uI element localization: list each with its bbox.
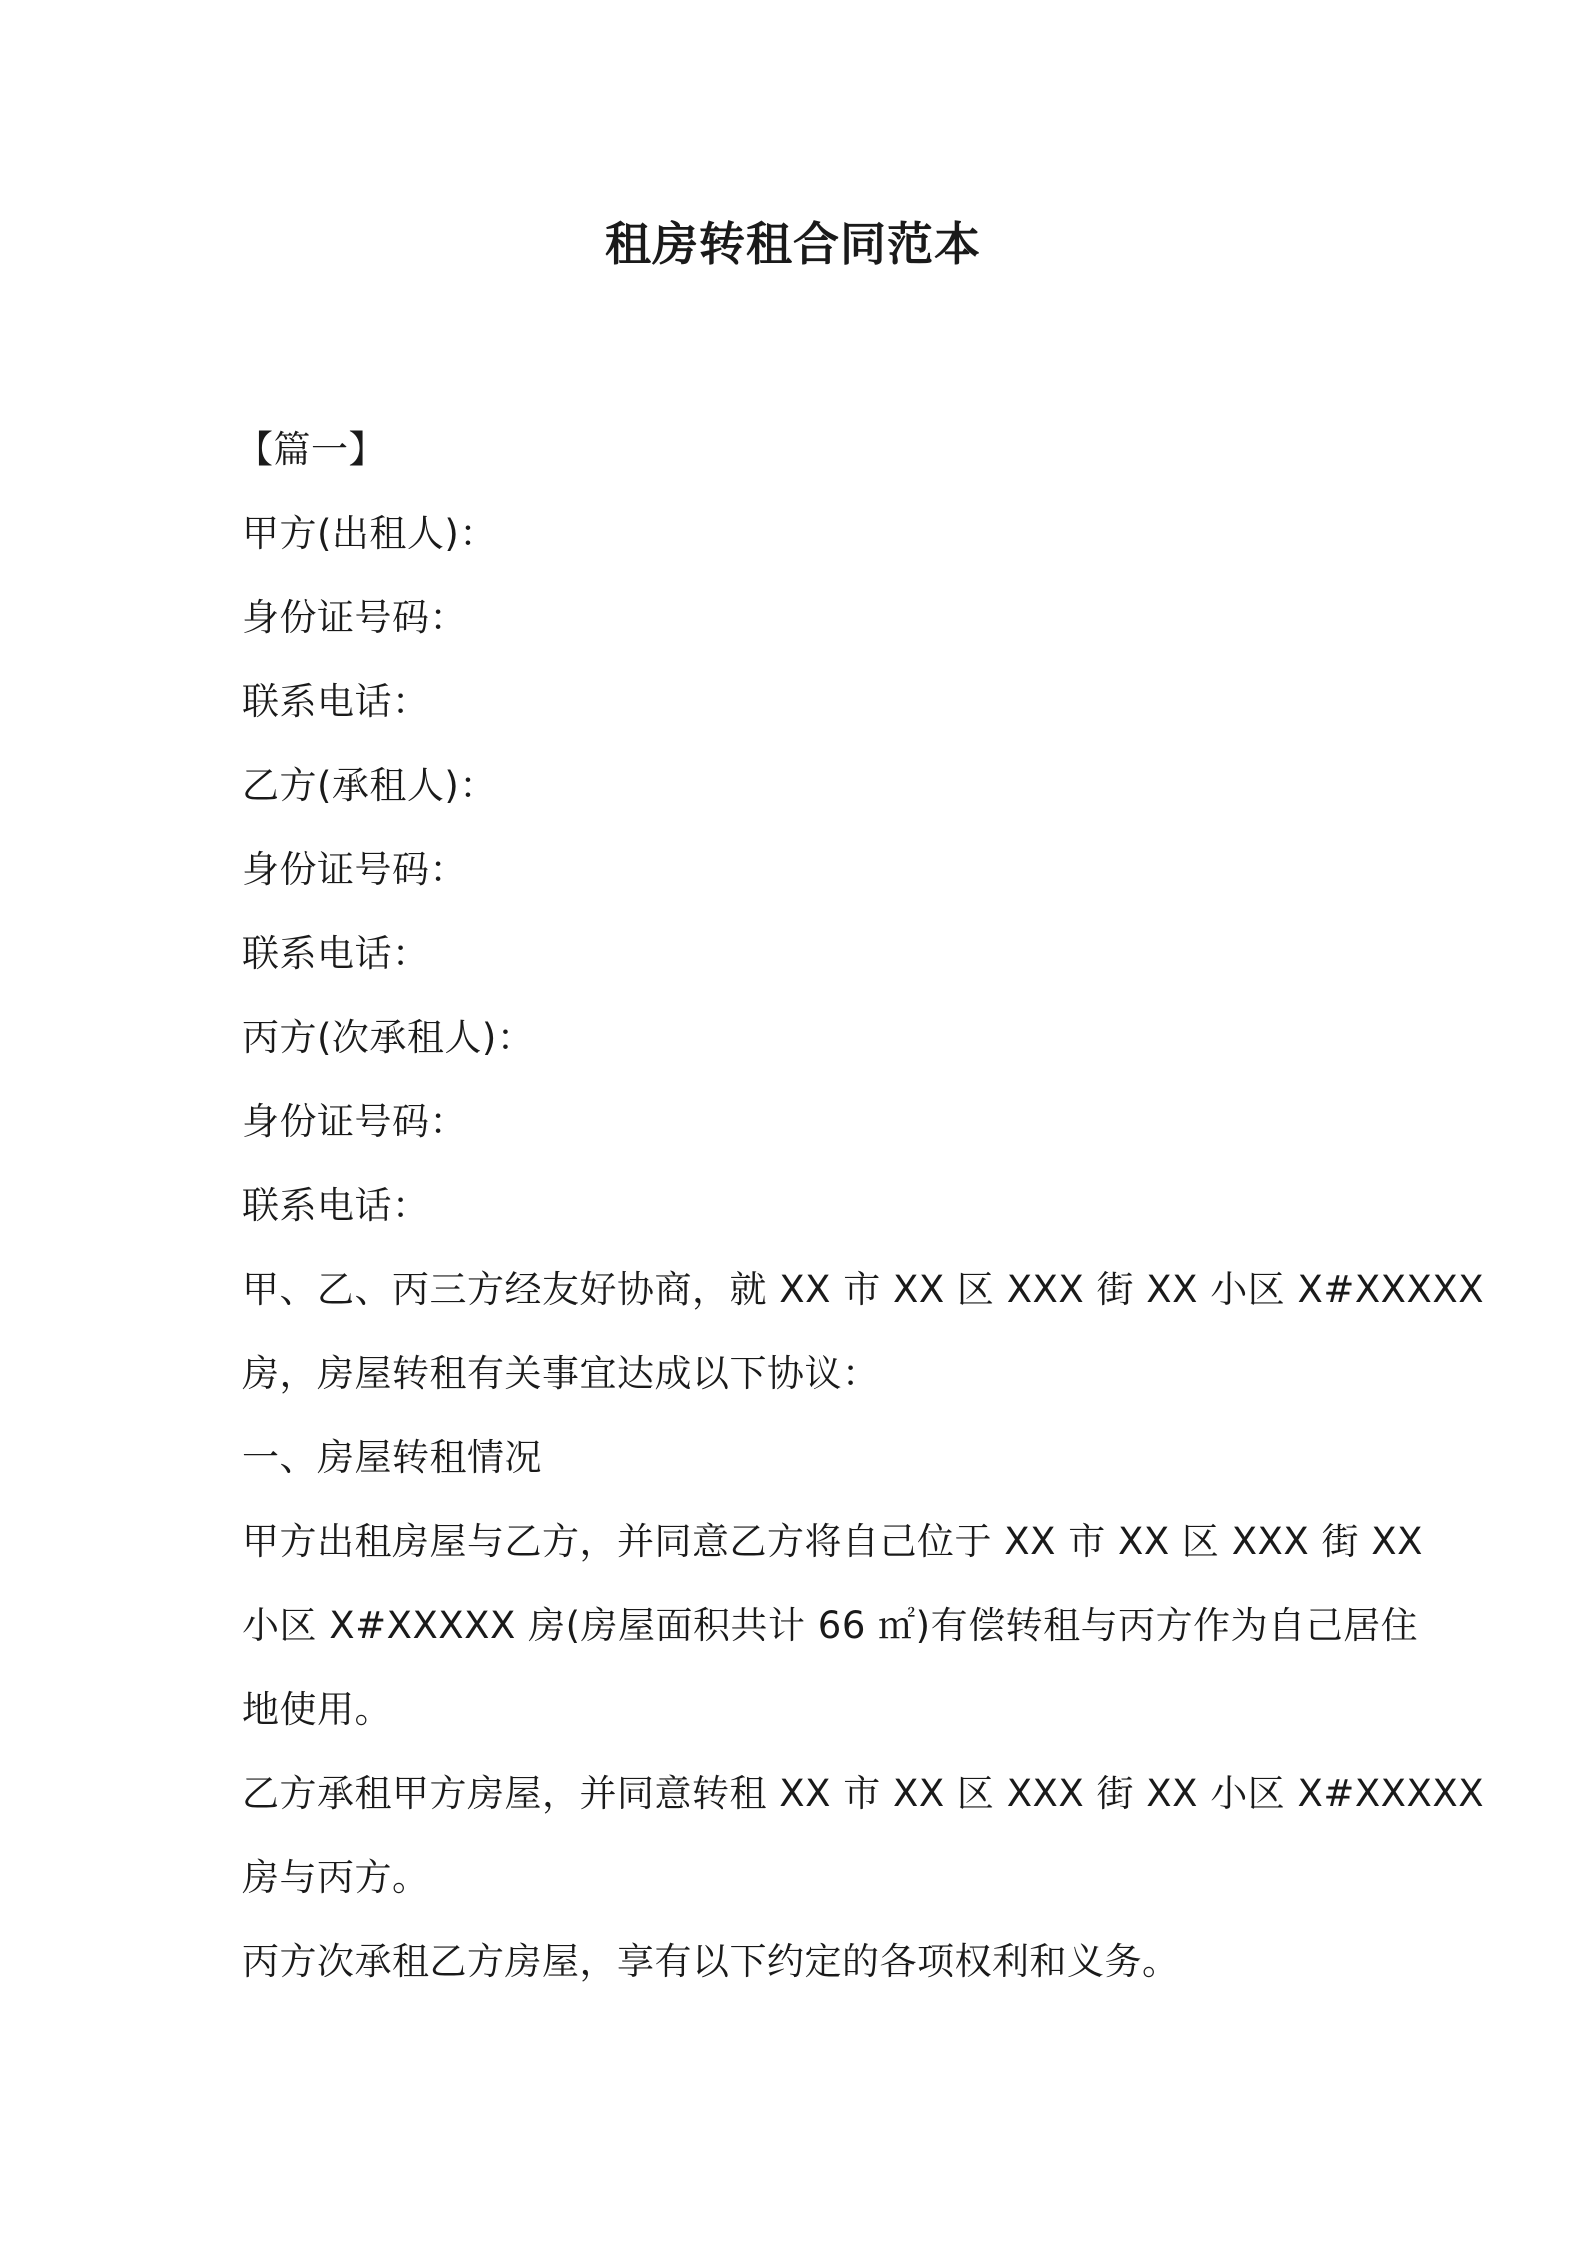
intro-paragraph xyxy=(242,1248,1485,1416)
intro-line: 甲、乙、丙三方经友好协商，就 XX 市 XX 区 XXX 街 XX 小区 X#XXXXX xyxy=(242,1268,1485,1311)
clause-line: 小区 X#XXXXX 房(房屋面积共计 66 ㎡)有偿转租与丙方作为自己居住 xyxy=(242,1604,1419,1647)
party-c-id-label: 身份证号码： xyxy=(242,1100,467,1143)
clause-line: 甲方出租房屋与乙方，并同意乙方将自己位于 XX 市 XX 区 XXX 街 XX xyxy=(242,1520,1423,1563)
party-a-id-label: 身份证号码： xyxy=(242,596,467,639)
intro-line: 房，房屋转租有关事宜达成以下协议： xyxy=(242,1352,880,1395)
party-b-label: 乙方(承租人)： xyxy=(242,764,497,807)
party-b-phone-label: 联系电话： xyxy=(242,932,430,975)
clause-line: 乙方承租甲方房屋，并同意转租 XX 市 XX 区 XXX 街 XX 小区 X#XXXXX xyxy=(242,1772,1485,1815)
document-body xyxy=(236,408,1485,2004)
clause-party-a-paragraph xyxy=(242,1500,1423,1752)
clause-party-c-paragraph xyxy=(242,1920,1352,2004)
clause-line: 房与丙方。 xyxy=(242,1856,430,1899)
section-heading-1: 一、房屋转租情况 xyxy=(242,1436,542,1479)
party-b-id-label: 身份证号码： xyxy=(242,848,467,891)
clause-line: 丙方次承租乙方房屋，享有以下约定的各项权利和义务。 xyxy=(242,1940,1180,1983)
clause-party-b-paragraph xyxy=(242,1752,1485,1920)
document-title: 租房转租合同范本 xyxy=(605,217,981,271)
section-label: 【篇一】 xyxy=(236,428,386,471)
party-a-label: 甲方(出租人)： xyxy=(242,512,497,555)
party-a-phone-label: 联系电话： xyxy=(242,680,430,723)
party-c-phone-label: 联系电话： xyxy=(242,1184,430,1227)
clause-line: 地使用。 xyxy=(242,1688,392,1731)
party-c-label: 丙方(次承租人)： xyxy=(242,1016,535,1059)
